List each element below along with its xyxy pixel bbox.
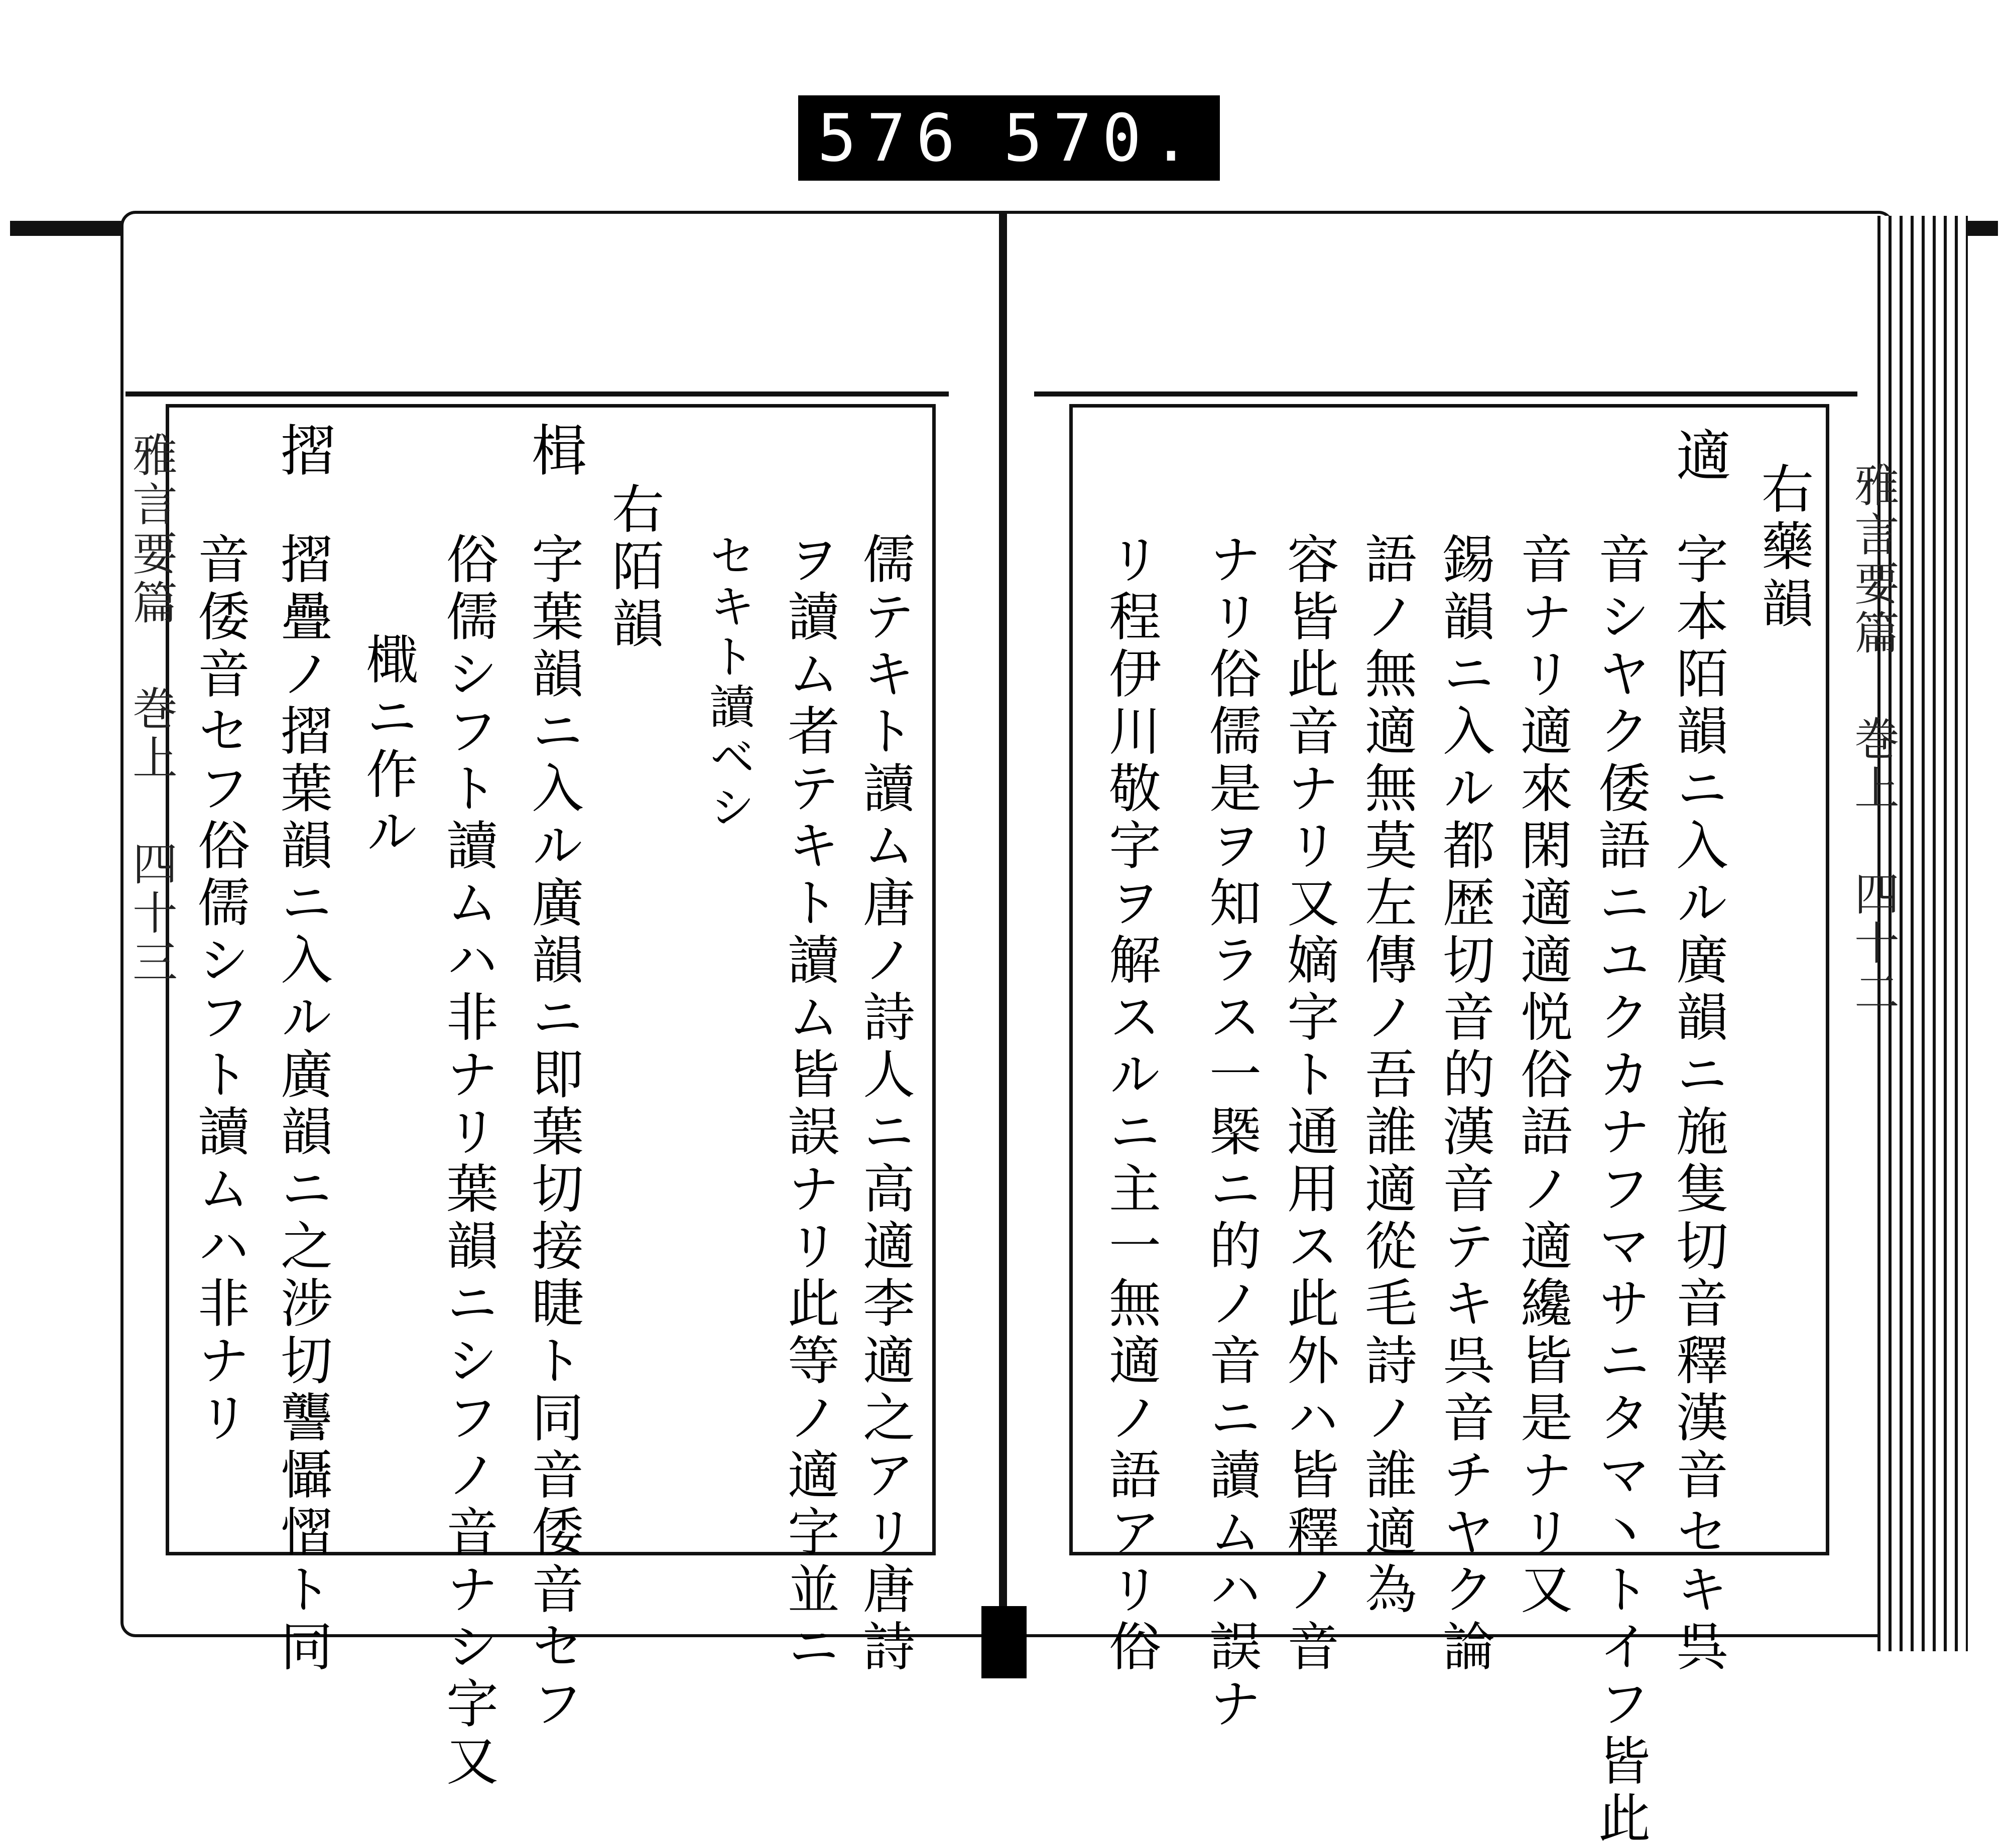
left-col-6: 檝ニ作ル <box>357 632 418 861</box>
archive-label <box>798 95 1220 181</box>
right-col-7: ナリ俗儒是ヲ知ラス一槩ニ的ノ音ニ讀ムハ誤ナ <box>1200 532 1262 1734</box>
spine-weight <box>981 1606 1027 1678</box>
left-heading-0: 楫 <box>523 422 587 482</box>
right-col-8: リ程伊川敬字ヲ解スルニ主一無適ノ語アリ俗 <box>1100 532 1161 1676</box>
right-page-side-title: 雅言要篇 巻上 四十二 <box>1846 462 1899 1018</box>
header-rule-right <box>1034 391 1857 397</box>
left-col-1: ヲ讀ム者テキト讀ム皆誤ナリ此等ノ適字並ニ <box>779 532 840 1676</box>
left-col-7: 摺疊ノ摺葉韻ニ入ル廣韻ニ之涉切讋懾慴ト同 <box>272 532 333 1676</box>
header-rule-left <box>126 391 949 397</box>
right-col-2: 音シヤク倭語ニユクカナフマサニタマ丶トイフ皆此 <box>1589 532 1651 1848</box>
right-heading: 適 <box>1667 427 1731 487</box>
left-col-2: セキト讀ベシ <box>702 532 756 833</box>
left-col-0: 儒テキト讀ム唐ノ詩人ニ高適李適之アリ唐詩 <box>854 532 915 1676</box>
left-col-4: 字葉韻ニ入ル廣韻ニ即葉切接睫ト同音倭音セフ <box>523 532 584 1734</box>
right-col-6: 容皆此音ナリ又嫡字ト通用ス此外ハ皆釋ノ音 <box>1278 532 1339 1676</box>
left-col-5: 俗儒シフト讀ムハ非ナリ葉韻ニシフノ音ナシ字又 <box>437 532 498 1791</box>
archive-number-right: 570. <box>1003 100 1201 176</box>
left-col-3: 右陌韻 <box>603 482 664 653</box>
right-col-4: 錫韻ニ入ル都歴切音的漢音テキ呉音チヤク論 <box>1434 532 1495 1676</box>
left-heading-1: 摺 <box>272 422 336 482</box>
archive-number-left: 576 <box>817 100 965 176</box>
left-page-side-title: 雅言要篇 巻上 四十三 <box>124 432 177 988</box>
right-col-1: 字本陌韻ニ入ル廣韻ニ施隻切音釋漢音セキ呉 <box>1667 532 1728 1676</box>
right-col-0: 右藥韻 <box>1752 462 1814 633</box>
right-col-5: 語ノ無適無莫左傳ノ吾誰適從毛詩ノ誰適為 <box>1356 532 1417 1619</box>
left-col-8: 音倭音セフ俗儒シフト讀ムハ非ナリ <box>189 532 250 1447</box>
right-col-3: 音ナリ適來閑適適悦俗語ノ適纔皆是ナリ又 <box>1512 532 1573 1619</box>
book-spine <box>999 211 1007 1651</box>
